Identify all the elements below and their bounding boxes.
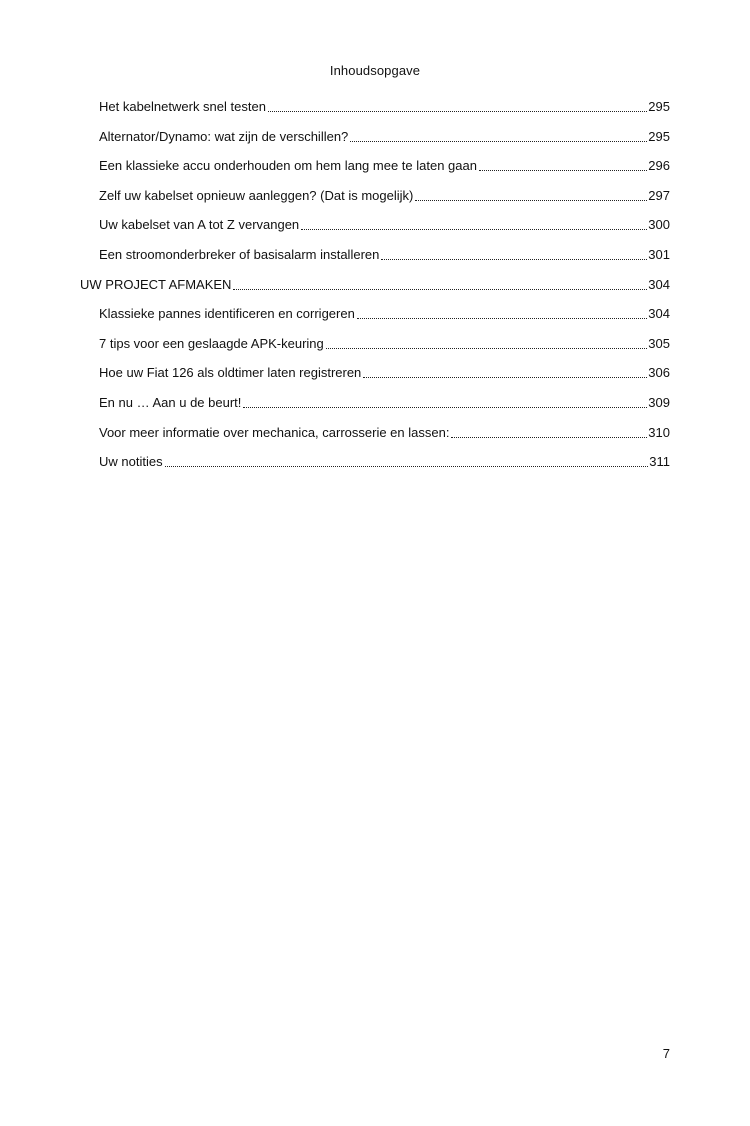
running-header-title: Inhoudsopgave: [329, 63, 421, 78]
toc-entry[interactable]: [99, 425, 670, 455]
toc-entry-title: 7 tips voor een geslaagde APK-keuring: [99, 335, 324, 351]
toc-entry-title: Een stroomonderbreker of basisalarm installeren: [99, 246, 380, 262]
toc-entry-title: Alternator/Dynamo: wat zijn de verschillen?: [99, 128, 349, 144]
toc-entry-page: 306: [648, 365, 670, 381]
toc-entry[interactable]: [99, 365, 670, 395]
toc-entry[interactable]: [99, 306, 670, 336]
toc-entry[interactable]: [99, 158, 670, 188]
toc-entry-title: Het kabelnetwerk snel testen: [99, 99, 266, 114]
table-of-contents: [0, 99, 750, 484]
toc-dot-leader: [165, 454, 649, 470]
toc-entry-title: Zelf uw kabelset opnieuw aanleggen? (Dat is mogelijk): [99, 187, 414, 203]
toc-entry-page: 304: [648, 276, 670, 292]
toc-entry-title: En nu … Aan u de beurt!: [99, 394, 242, 410]
toc-entry-page: 304: [648, 306, 670, 322]
toc-entry-page: 296: [648, 158, 670, 174]
toc-entry[interactable]: [99, 336, 670, 366]
toc-entry-page: 301: [648, 246, 670, 262]
toc-entry-title: Uw notities: [99, 454, 163, 470]
toc-dot-leader: [479, 158, 647, 174]
toc-entry[interactable]: [99, 454, 670, 484]
toc-entry-title: UW PROJECT AFMAKEN: [80, 276, 232, 292]
toc-entry-page: 305: [648, 335, 670, 351]
toc-entry[interactable]: [99, 188, 670, 218]
toc-dot-leader: [268, 99, 647, 115]
toc-entry-page: 300: [648, 217, 670, 233]
page-number: 7: [662, 1046, 670, 1061]
toc-entry-page: 297: [648, 187, 670, 203]
toc-entry-page: 295: [648, 99, 670, 114]
toc-entry-title: Klassieke pannes identificeren en corrigeren: [99, 306, 355, 322]
toc-entry-page: 309: [648, 394, 670, 410]
toc-entry-title: Voor meer informatie over mechanica, carrosserie en lassen:: [99, 424, 450, 440]
toc-entry[interactable]: [99, 247, 670, 277]
toc-entry-page: 310: [648, 424, 670, 440]
toc-entry-title: Hoe uw Fiat 126 als oldtimer laten registreren: [99, 365, 362, 381]
toc-entry-page: 295: [648, 128, 670, 144]
toc-dot-leader: [326, 336, 648, 352]
toc-dot-leader: [363, 365, 647, 381]
toc-entry[interactable]: [99, 395, 670, 425]
toc-entry-title: Uw kabelset van A tot Z vervangen: [99, 217, 300, 233]
toc-entry[interactable]: [99, 129, 670, 159]
toc-entry-page: 311: [649, 454, 670, 470]
toc-dot-leader: [233, 277, 647, 293]
toc-dot-leader: [357, 306, 647, 322]
toc-dot-leader: [451, 425, 647, 441]
toc-entry[interactable]: [99, 99, 670, 129]
toc-entry-title: Een klassieke accu onderhouden om hem lang mee te laten gaan: [99, 158, 477, 174]
toc-chapter-entry[interactable]: [80, 277, 670, 307]
toc-entry[interactable]: [99, 217, 670, 247]
toc-dot-leader: [301, 217, 647, 233]
toc-dot-leader: [350, 129, 647, 145]
toc-dot-leader: [381, 247, 647, 263]
toc-dot-leader: [243, 395, 647, 411]
toc-dot-leader: [415, 188, 647, 204]
